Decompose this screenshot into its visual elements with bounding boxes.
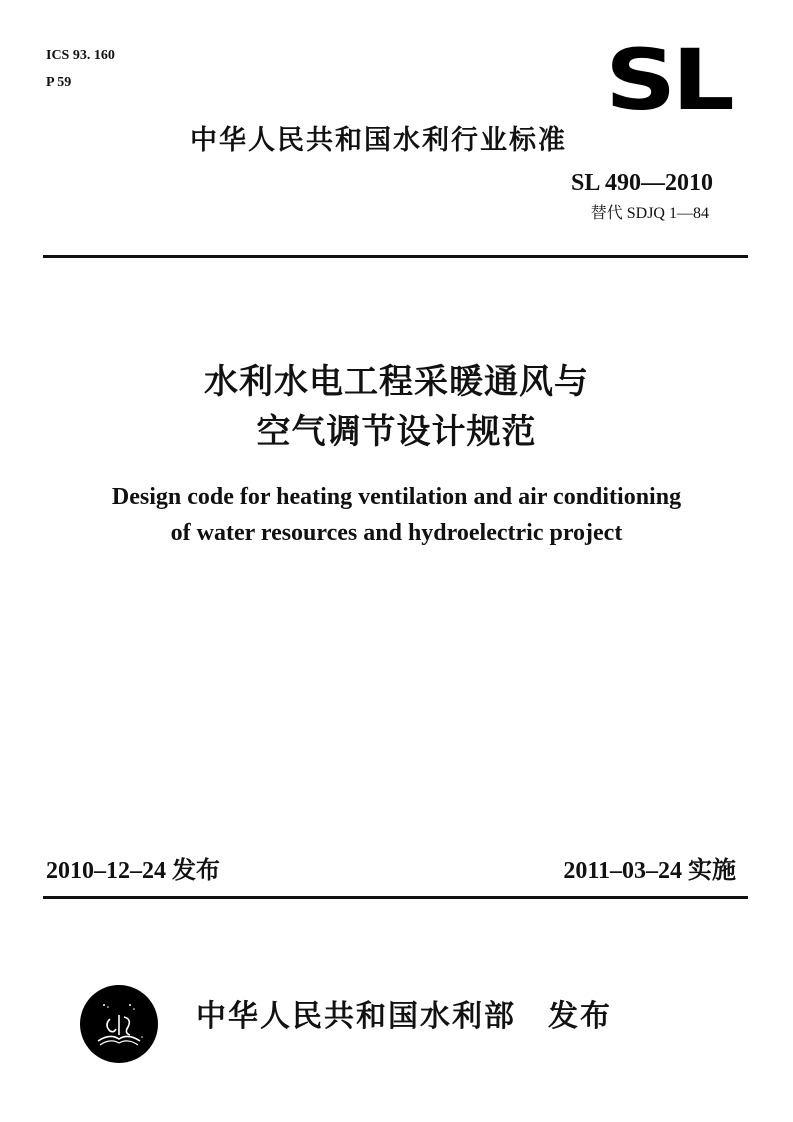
implementation-date: 2011–03–24 实施 — [563, 858, 736, 884]
ministry-emblem-icon — [80, 985, 158, 1063]
ics-code: ICS 93. 160 — [46, 48, 115, 63]
standard-type-heading: 中华人民共和国水利行业标准 — [190, 125, 567, 156]
publisher-line — [196, 997, 612, 1037]
footer-divider — [43, 896, 748, 899]
replaces-standard: 替代 SDJQ 1—84 — [590, 205, 709, 222]
english-title — [0, 479, 793, 551]
english-title-line-2: of water resources and hydroelectric project — [170, 520, 623, 546]
publisher-name: 中华人民共和国水利部 — [196, 999, 516, 1034]
chinese-title-line-1: 水利水电工程采暖通风与 — [204, 362, 589, 402]
header-divider — [43, 255, 748, 258]
sl-logo: SL — [605, 31, 731, 129]
publish-label: 发布 — [548, 999, 612, 1034]
standard-number: SL 490—2010 — [570, 170, 713, 196]
classification-code: P 59 — [46, 75, 72, 90]
issue-date: 2010–12–24 发布 — [46, 858, 220, 884]
english-title-line-1: Design code for heating ventilation and air conditioning — [111, 484, 682, 510]
chinese-title-line-2: 空气调节设计规范 — [256, 412, 537, 452]
chinese-title — [0, 357, 793, 457]
